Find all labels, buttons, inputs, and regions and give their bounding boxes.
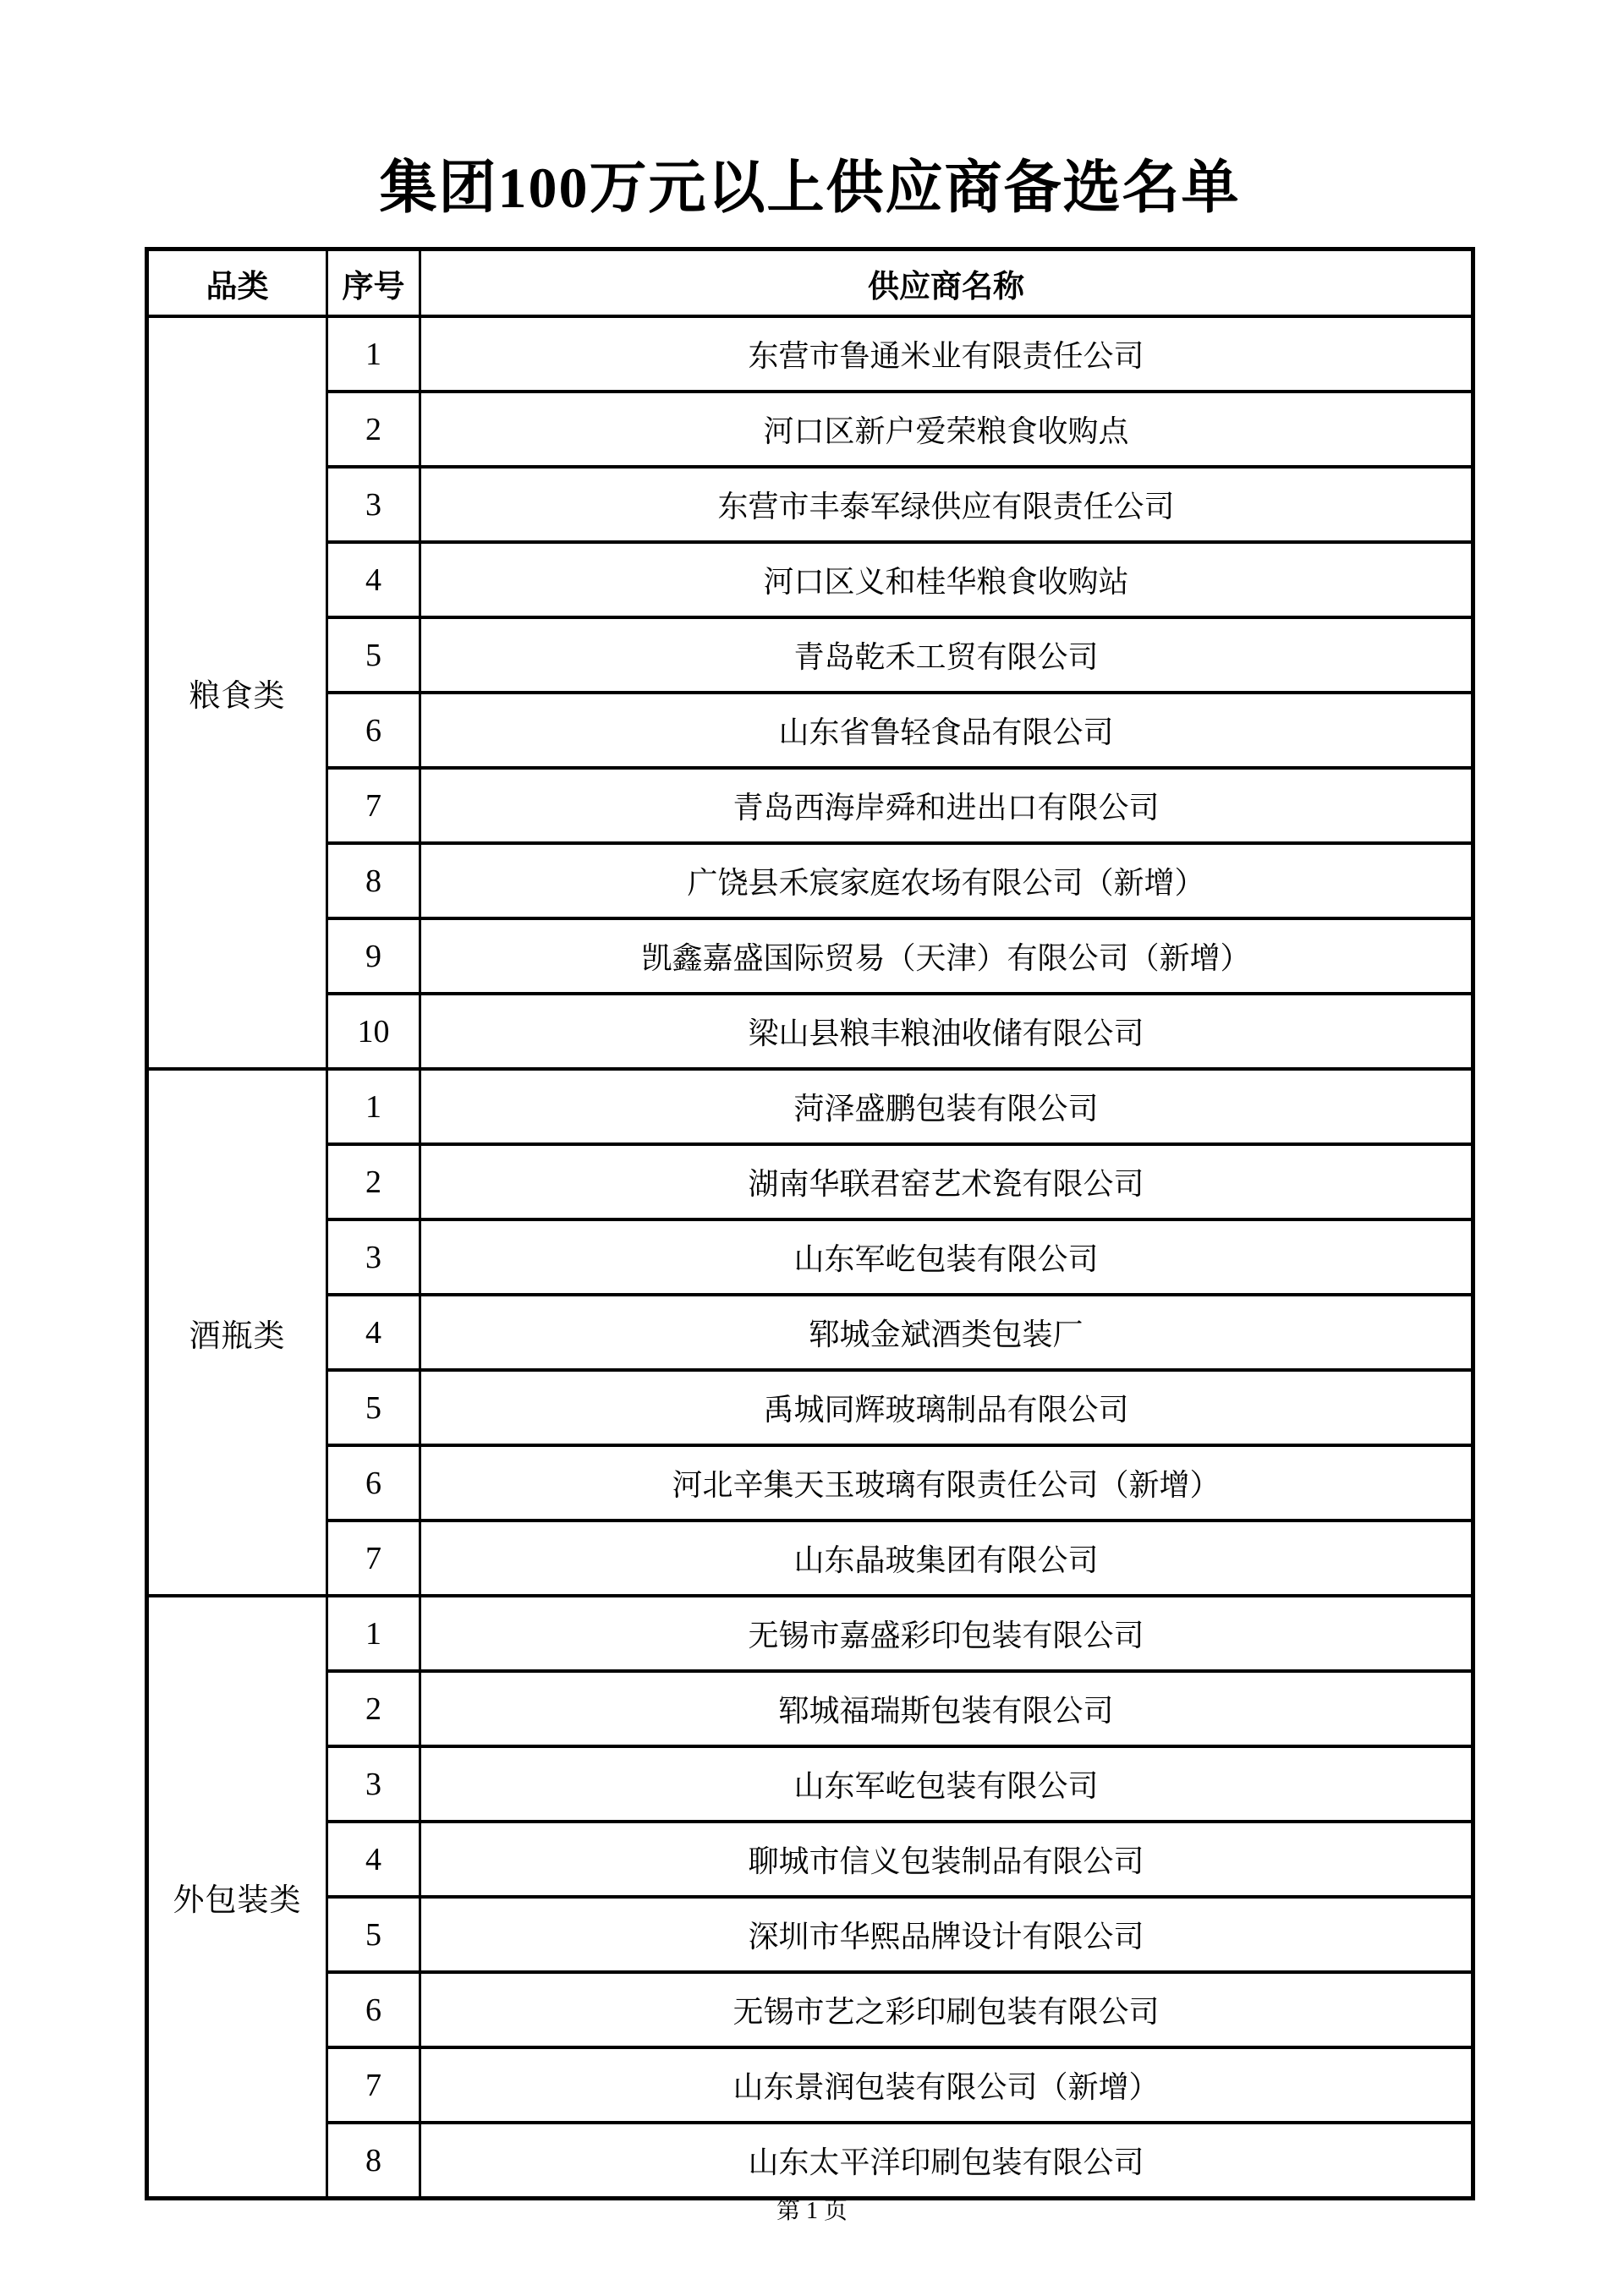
table-row <box>147 1370 1473 1445</box>
table-row <box>147 1897 1473 1972</box>
table-row <box>147 994 1473 1069</box>
table-row <box>147 1521 1473 1596</box>
supplier-cell: 山东省鲁轻食品有限公司 <box>420 693 1473 768</box>
table-row <box>147 542 1473 617</box>
table-header-row <box>147 249 1473 317</box>
serial-cell: 3 <box>327 1746 420 1822</box>
supplier-cell: 河北辛集天玉玻璃有限责任公司（新增） <box>420 1445 1473 1521</box>
table-row <box>147 1671 1473 1746</box>
table-row <box>147 2123 1473 2199</box>
table-row <box>147 316 1473 392</box>
supplier-cell: 深圳市华熙品牌设计有限公司 <box>420 1897 1473 1972</box>
category-cell-bottle: 酒瓶类 <box>147 1069 327 1596</box>
table-row <box>147 617 1473 693</box>
serial-cell: 5 <box>327 1370 420 1445</box>
serial-cell: 6 <box>327 1972 420 2047</box>
header-supplier: 供应商名称 <box>420 249 1473 317</box>
table-row <box>147 1219 1473 1295</box>
serial-cell: 1 <box>327 316 420 392</box>
table-row <box>147 768 1473 843</box>
supplier-table <box>145 247 1475 2200</box>
serial-cell: 2 <box>327 1144 420 1219</box>
supplier-cell: 山东景润包装有限公司（新增） <box>420 2047 1473 2123</box>
table-row <box>147 392 1473 467</box>
serial-cell: 2 <box>327 392 420 467</box>
serial-cell: 5 <box>327 1897 420 1972</box>
serial-cell: 7 <box>327 2047 420 2123</box>
table-row <box>147 1746 1473 1822</box>
serial-cell: 4 <box>327 1295 420 1370</box>
supplier-cell: 梁山县粮丰粮油收储有限公司 <box>420 994 1473 1069</box>
category-cell-packaging: 外包装类 <box>147 1596 327 2199</box>
supplier-cell: 郓城金斌酒类包装厂 <box>420 1295 1473 1370</box>
serial-cell: 8 <box>327 2123 420 2199</box>
supplier-cell: 菏泽盛鹏包装有限公司 <box>420 1069 1473 1144</box>
supplier-cell: 禹城同辉玻璃制品有限公司 <box>420 1370 1473 1445</box>
serial-cell: 10 <box>327 994 420 1069</box>
serial-cell: 3 <box>327 1219 420 1295</box>
page-number: 第 1 页 <box>776 2198 848 2224</box>
serial-cell: 2 <box>327 1671 420 1746</box>
supplier-cell: 广饶县禾宸家庭农场有限公司（新增） <box>420 843 1473 918</box>
serial-cell: 1 <box>327 1069 420 1144</box>
serial-cell: 1 <box>327 1596 420 1671</box>
supplier-cell: 东营市丰泰军绿供应有限责任公司 <box>420 467 1473 542</box>
supplier-cell: 凯鑫嘉盛国际贸易（天津）有限公司（新增） <box>420 918 1473 994</box>
table-row <box>147 467 1473 542</box>
supplier-cell: 青岛西海岸舜和进出口有限公司 <box>420 768 1473 843</box>
supplier-cell: 青岛乾禾工贸有限公司 <box>420 617 1473 693</box>
supplier-cell: 聊城市信义包装制品有限公司 <box>420 1822 1473 1897</box>
serial-cell: 9 <box>327 918 420 994</box>
page-title: 集团100万元以上供应商备选名单 <box>379 156 1241 220</box>
supplier-cell: 山东军屹包装有限公司 <box>420 1746 1473 1822</box>
header-serial: 序号 <box>327 249 420 317</box>
table-row <box>147 1972 1473 2047</box>
supplier-cell: 河口区新户爱荣粮食收购点 <box>420 392 1473 467</box>
table-row <box>147 1822 1473 1897</box>
supplier-cell: 山东晶玻集团有限公司 <box>420 1521 1473 1596</box>
serial-cell: 7 <box>327 768 420 843</box>
supplier-cell: 郓城福瑞斯包装有限公司 <box>420 1671 1473 1746</box>
table-row <box>147 1596 1473 1671</box>
serial-cell: 6 <box>327 1445 420 1521</box>
serial-cell: 7 <box>327 1521 420 1596</box>
supplier-cell: 无锡市艺之彩印刷包装有限公司 <box>420 1972 1473 2047</box>
serial-cell: 4 <box>327 542 420 617</box>
header-category: 品类 <box>147 249 327 317</box>
table-row <box>147 1144 1473 1219</box>
table-row <box>147 843 1473 918</box>
serial-cell: 8 <box>327 843 420 918</box>
supplier-cell: 湖南华联君窑艺术瓷有限公司 <box>420 1144 1473 1219</box>
supplier-cell: 山东太平洋印刷包装有限公司 <box>420 2123 1473 2199</box>
serial-cell: 3 <box>327 467 420 542</box>
serial-cell: 6 <box>327 693 420 768</box>
supplier-cell: 山东军屹包装有限公司 <box>420 1219 1473 1295</box>
table-row <box>147 1445 1473 1521</box>
serial-cell: 5 <box>327 617 420 693</box>
table-row <box>147 1295 1473 1370</box>
table-row <box>147 693 1473 768</box>
serial-cell: 4 <box>327 1822 420 1897</box>
category-cell-grain: 粮食类 <box>147 316 327 1069</box>
supplier-cell: 河口区义和桂华粮食收购站 <box>420 542 1473 617</box>
table-row <box>147 1069 1473 1144</box>
supplier-cell: 无锡市嘉盛彩印包装有限公司 <box>420 1596 1473 1671</box>
supplier-cell: 东营市鲁通米业有限责任公司 <box>420 316 1473 392</box>
table-row <box>147 2047 1473 2123</box>
table-row <box>147 918 1473 994</box>
